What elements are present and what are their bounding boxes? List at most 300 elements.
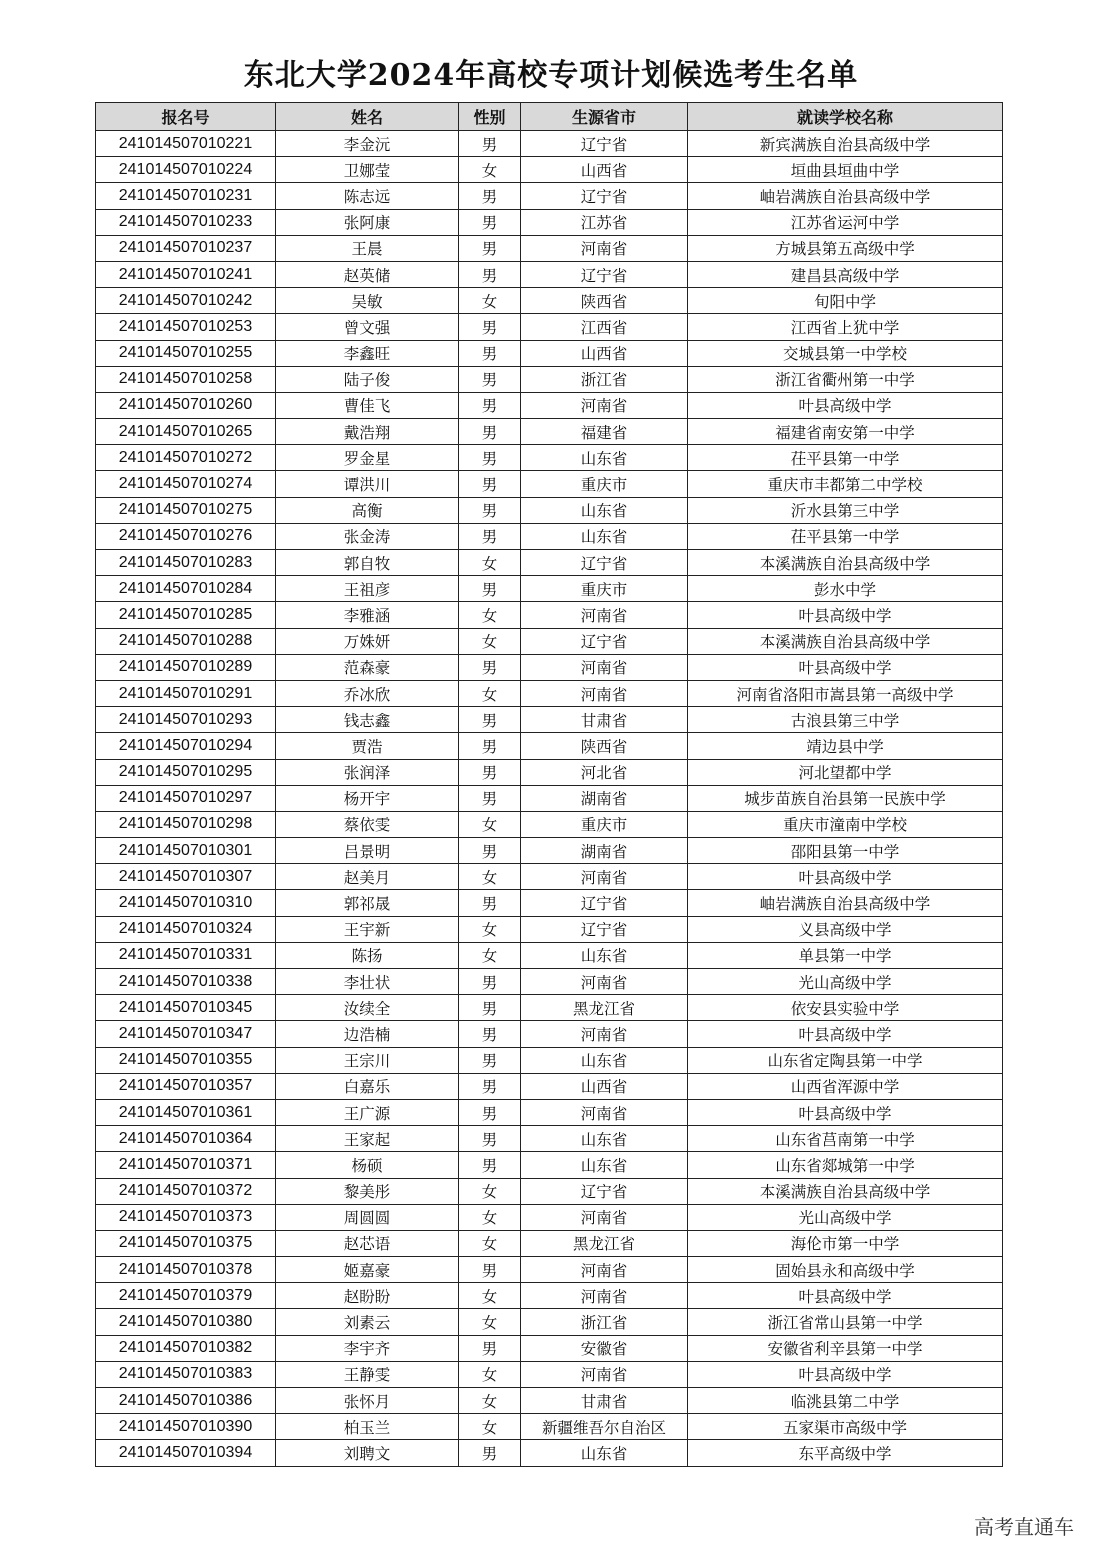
school-cell: 沂水县第三中学 xyxy=(688,497,1003,523)
school-cell: 重庆市潼南中学校 xyxy=(688,811,1003,837)
name-cell: 姬嘉豪 xyxy=(276,1257,459,1283)
registration-number-cell: 241014507010375 xyxy=(96,1230,276,1256)
table-row xyxy=(96,1335,1003,1361)
school-cell: 岫岩满族自治县高级中学 xyxy=(688,183,1003,209)
province-cell: 陕西省 xyxy=(521,288,688,314)
registration-number-cell: 241014507010394 xyxy=(96,1440,276,1466)
school-cell: 山西省浑源中学 xyxy=(688,1073,1003,1099)
gender-cell: 男 xyxy=(459,1257,521,1283)
name-cell: 卫娜莹 xyxy=(276,157,459,183)
province-cell: 山东省 xyxy=(521,497,688,523)
registration-number-cell: 241014507010237 xyxy=(96,235,276,261)
gender-cell: 女 xyxy=(459,680,521,706)
registration-number-cell: 241014507010233 xyxy=(96,209,276,235)
gender-cell: 男 xyxy=(459,785,521,811)
table-row xyxy=(96,916,1003,942)
name-cell: 刘聘文 xyxy=(276,1440,459,1466)
gender-cell: 女 xyxy=(459,157,521,183)
gender-cell: 男 xyxy=(459,366,521,392)
registration-number-cell: 241014507010255 xyxy=(96,340,276,366)
school-cell: 叶县高级中学 xyxy=(688,1283,1003,1309)
table-row xyxy=(96,471,1003,497)
table-row xyxy=(96,1309,1003,1335)
school-cell: 东平高级中学 xyxy=(688,1440,1003,1466)
gender-cell: 男 xyxy=(459,235,521,261)
gender-cell: 男 xyxy=(459,969,521,995)
table-row xyxy=(96,733,1003,759)
table-row xyxy=(96,969,1003,995)
province-cell: 河南省 xyxy=(521,864,688,890)
school-cell: 山东省定陶县第一中学 xyxy=(688,1047,1003,1073)
registration-number-cell: 241014507010331 xyxy=(96,942,276,968)
province-cell: 江苏省 xyxy=(521,209,688,235)
name-cell: 钱志鑫 xyxy=(276,707,459,733)
name-cell: 陆子俊 xyxy=(276,366,459,392)
registration-number-cell: 241014507010285 xyxy=(96,602,276,628)
province-cell: 山东省 xyxy=(521,523,688,549)
province-cell: 甘肃省 xyxy=(521,1388,688,1414)
name-cell: 乔冰欣 xyxy=(276,680,459,706)
school-cell: 临洮县第二中学 xyxy=(688,1388,1003,1414)
province-cell: 山东省 xyxy=(521,1126,688,1152)
province-cell: 河南省 xyxy=(521,602,688,628)
registration-number-cell: 241014507010310 xyxy=(96,890,276,916)
registration-number-cell: 241014507010291 xyxy=(96,680,276,706)
school-cell: 叶县高级中学 xyxy=(688,602,1003,628)
name-cell: 李金沅 xyxy=(276,131,459,157)
registration-number-cell: 241014507010253 xyxy=(96,314,276,340)
name-cell: 吕景明 xyxy=(276,838,459,864)
gender-cell: 男 xyxy=(459,183,521,209)
province-cell: 辽宁省 xyxy=(521,916,688,942)
registration-number-cell: 241014507010221 xyxy=(96,131,276,157)
header-gender: 性别 xyxy=(459,103,521,131)
table-row xyxy=(96,497,1003,523)
page-title: 东北大学2024年高校专项计划候选考生名单 xyxy=(243,58,859,93)
province-cell: 河南省 xyxy=(521,1021,688,1047)
gender-cell: 女 xyxy=(459,1204,521,1230)
registration-number-cell: 241014507010307 xyxy=(96,864,276,890)
province-cell: 山东省 xyxy=(521,942,688,968)
province-cell: 辽宁省 xyxy=(521,1178,688,1204)
registration-number-cell: 241014507010364 xyxy=(96,1126,276,1152)
school-cell: 本溪满族自治县高级中学 xyxy=(688,1178,1003,1204)
table-row xyxy=(96,864,1003,890)
table-row xyxy=(96,838,1003,864)
province-cell: 山西省 xyxy=(521,157,688,183)
gender-cell: 男 xyxy=(459,654,521,680)
school-cell: 山东省郯城第一中学 xyxy=(688,1152,1003,1178)
school-cell: 河南省洛阳市嵩县第一高级中学 xyxy=(688,680,1003,706)
gender-cell: 女 xyxy=(459,1230,521,1256)
table-row xyxy=(96,550,1003,576)
name-cell: 边浩楠 xyxy=(276,1021,459,1047)
name-cell: 陈扬 xyxy=(276,942,459,968)
school-cell: 单县第一中学 xyxy=(688,942,1003,968)
province-cell: 河南省 xyxy=(521,969,688,995)
province-cell: 山西省 xyxy=(521,1073,688,1099)
table-row xyxy=(96,1414,1003,1440)
name-cell: 李鑫旺 xyxy=(276,340,459,366)
table-row xyxy=(96,445,1003,471)
name-cell: 罗金星 xyxy=(276,445,459,471)
gender-cell: 男 xyxy=(459,209,521,235)
province-cell: 陕西省 xyxy=(521,733,688,759)
name-cell: 张润泽 xyxy=(276,759,459,785)
table-row xyxy=(96,576,1003,602)
name-cell: 李宇齐 xyxy=(276,1335,459,1361)
registration-number-cell: 241014507010298 xyxy=(96,811,276,837)
province-cell: 河南省 xyxy=(521,680,688,706)
name-cell: 赵英储 xyxy=(276,261,459,287)
registration-number-cell: 241014507010241 xyxy=(96,261,276,287)
gender-cell: 男 xyxy=(459,471,521,497)
province-cell: 山西省 xyxy=(521,340,688,366)
name-cell: 曹佳飞 xyxy=(276,392,459,418)
table-row xyxy=(96,1440,1003,1466)
registration-number-cell: 241014507010288 xyxy=(96,628,276,654)
registration-number-cell: 241014507010324 xyxy=(96,916,276,942)
table-row xyxy=(96,157,1003,183)
table-row xyxy=(96,995,1003,1021)
province-cell: 湖南省 xyxy=(521,838,688,864)
candidate-table xyxy=(95,102,1003,1467)
name-cell: 王宇新 xyxy=(276,916,459,942)
province-cell: 重庆市 xyxy=(521,471,688,497)
table-row xyxy=(96,759,1003,785)
table-row xyxy=(96,131,1003,157)
gender-cell: 男 xyxy=(459,131,521,157)
table-row xyxy=(96,654,1003,680)
name-cell: 张怀月 xyxy=(276,1388,459,1414)
name-cell: 王广源 xyxy=(276,1099,459,1125)
school-cell: 古浪县第三中学 xyxy=(688,707,1003,733)
name-cell: 王家起 xyxy=(276,1126,459,1152)
province-cell: 辽宁省 xyxy=(521,890,688,916)
province-cell: 浙江省 xyxy=(521,366,688,392)
gender-cell: 女 xyxy=(459,628,521,654)
table-row xyxy=(96,1178,1003,1204)
gender-cell: 女 xyxy=(459,864,521,890)
registration-number-cell: 241014507010355 xyxy=(96,1047,276,1073)
registration-number-cell: 241014507010260 xyxy=(96,392,276,418)
province-cell: 河南省 xyxy=(521,1283,688,1309)
province-cell: 山东省 xyxy=(521,445,688,471)
registration-number-cell: 241014507010338 xyxy=(96,969,276,995)
school-cell: 本溪满族自治县高级中学 xyxy=(688,628,1003,654)
name-cell: 赵芯语 xyxy=(276,1230,459,1256)
school-cell: 叶县高级中学 xyxy=(688,654,1003,680)
gender-cell: 女 xyxy=(459,1178,521,1204)
school-cell: 茌平县第一中学 xyxy=(688,523,1003,549)
school-cell: 固始县永和高级中学 xyxy=(688,1257,1003,1283)
name-cell: 郭祁晟 xyxy=(276,890,459,916)
table-row xyxy=(96,340,1003,366)
name-cell: 杨开宇 xyxy=(276,785,459,811)
table-row xyxy=(96,890,1003,916)
province-cell: 浙江省 xyxy=(521,1309,688,1335)
gender-cell: 男 xyxy=(459,838,521,864)
table-row xyxy=(96,235,1003,261)
gender-cell: 男 xyxy=(459,1099,521,1125)
name-cell: 王祖彦 xyxy=(276,576,459,602)
registration-number-cell: 241014507010357 xyxy=(96,1073,276,1099)
school-cell: 叶县高级中学 xyxy=(688,1099,1003,1125)
registration-number-cell: 241014507010378 xyxy=(96,1257,276,1283)
watermark-text: 高考直通车 xyxy=(974,1515,1074,1539)
registration-number-cell: 241014507010289 xyxy=(96,654,276,680)
gender-cell: 女 xyxy=(459,602,521,628)
gender-cell: 男 xyxy=(459,392,521,418)
school-cell: 浙江省衢州第一中学 xyxy=(688,366,1003,392)
school-cell: 靖边县中学 xyxy=(688,733,1003,759)
name-cell: 高衡 xyxy=(276,497,459,523)
province-cell: 黑龙江省 xyxy=(521,995,688,1021)
province-cell: 河南省 xyxy=(521,1257,688,1283)
table-row xyxy=(96,811,1003,837)
province-cell: 湖南省 xyxy=(521,785,688,811)
registration-number-cell: 241014507010272 xyxy=(96,445,276,471)
table-row xyxy=(96,1204,1003,1230)
school-cell: 交城县第一中学校 xyxy=(688,340,1003,366)
table-row xyxy=(96,785,1003,811)
name-cell: 李雅涵 xyxy=(276,602,459,628)
school-cell: 本溪满族自治县高级中学 xyxy=(688,550,1003,576)
name-cell: 蔡依雯 xyxy=(276,811,459,837)
name-cell: 谭洪川 xyxy=(276,471,459,497)
school-cell: 岫岩满族自治县高级中学 xyxy=(688,890,1003,916)
province-cell: 辽宁省 xyxy=(521,550,688,576)
registration-number-cell: 241014507010361 xyxy=(96,1099,276,1125)
table-row xyxy=(96,366,1003,392)
gender-cell: 女 xyxy=(459,916,521,942)
school-cell: 河北望都中学 xyxy=(688,759,1003,785)
gender-cell: 女 xyxy=(459,1283,521,1309)
registration-number-cell: 241014507010297 xyxy=(96,785,276,811)
registration-number-cell: 241014507010371 xyxy=(96,1152,276,1178)
province-cell: 山东省 xyxy=(521,1047,688,1073)
table-row xyxy=(96,1283,1003,1309)
table-row xyxy=(96,1361,1003,1387)
province-cell: 河南省 xyxy=(521,1204,688,1230)
province-cell: 辽宁省 xyxy=(521,183,688,209)
registration-number-cell: 241014507010345 xyxy=(96,995,276,1021)
province-cell: 河南省 xyxy=(521,392,688,418)
name-cell: 赵盼盼 xyxy=(276,1283,459,1309)
registration-number-cell: 241014507010379 xyxy=(96,1283,276,1309)
registration-number-cell: 241014507010382 xyxy=(96,1335,276,1361)
gender-cell: 男 xyxy=(459,1047,521,1073)
registration-number-cell: 241014507010265 xyxy=(96,419,276,445)
table-row xyxy=(96,707,1003,733)
table-row xyxy=(96,942,1003,968)
name-cell: 万姝妍 xyxy=(276,628,459,654)
gender-cell: 女 xyxy=(459,550,521,576)
school-cell: 旬阳中学 xyxy=(688,288,1003,314)
gender-cell: 男 xyxy=(459,707,521,733)
registration-number-cell: 241014507010372 xyxy=(96,1178,276,1204)
gender-cell: 男 xyxy=(459,1126,521,1152)
school-cell: 五家渠市高级中学 xyxy=(688,1414,1003,1440)
registration-number-cell: 241014507010231 xyxy=(96,183,276,209)
name-cell: 戴浩翔 xyxy=(276,419,459,445)
registration-number-cell: 241014507010390 xyxy=(96,1414,276,1440)
school-cell: 茌平县第一中学 xyxy=(688,445,1003,471)
registration-number-cell: 241014507010373 xyxy=(96,1204,276,1230)
table-row xyxy=(96,628,1003,654)
province-cell: 黑龙江省 xyxy=(521,1230,688,1256)
table-row xyxy=(96,1047,1003,1073)
registration-number-cell: 241014507010258 xyxy=(96,366,276,392)
province-cell: 山东省 xyxy=(521,1440,688,1466)
school-cell: 江苏省运河中学 xyxy=(688,209,1003,235)
gender-cell: 男 xyxy=(459,1073,521,1099)
gender-cell: 男 xyxy=(459,445,521,471)
name-cell: 汝续全 xyxy=(276,995,459,1021)
gender-cell: 女 xyxy=(459,1361,521,1387)
gender-cell: 女 xyxy=(459,942,521,968)
province-cell: 辽宁省 xyxy=(521,261,688,287)
gender-cell: 男 xyxy=(459,1440,521,1466)
name-cell: 柏玉兰 xyxy=(276,1414,459,1440)
school-cell: 光山高级中学 xyxy=(688,1204,1003,1230)
school-cell: 安徽省利辛县第一中学 xyxy=(688,1335,1003,1361)
table-row xyxy=(96,1073,1003,1099)
school-cell: 重庆市丰都第二中学校 xyxy=(688,471,1003,497)
name-cell: 黎美彤 xyxy=(276,1178,459,1204)
header-province: 生源省市 xyxy=(521,103,688,131)
registration-number-cell: 241014507010275 xyxy=(96,497,276,523)
gender-cell: 男 xyxy=(459,1152,521,1178)
school-cell: 邵阳县第一中学 xyxy=(688,838,1003,864)
school-cell: 建昌县高级中学 xyxy=(688,261,1003,287)
table-row xyxy=(96,1152,1003,1178)
province-cell: 重庆市 xyxy=(521,576,688,602)
name-cell: 陈志远 xyxy=(276,183,459,209)
school-cell: 叶县高级中学 xyxy=(688,1021,1003,1047)
registration-number-cell: 241014507010274 xyxy=(96,471,276,497)
school-cell: 叶县高级中学 xyxy=(688,864,1003,890)
registration-number-cell: 241014507010301 xyxy=(96,838,276,864)
table-row xyxy=(96,419,1003,445)
school-cell: 新宾满族自治县高级中学 xyxy=(688,131,1003,157)
school-cell: 海伦市第一中学 xyxy=(688,1230,1003,1256)
province-cell: 山东省 xyxy=(521,1152,688,1178)
school-cell: 义县高级中学 xyxy=(688,916,1003,942)
province-cell: 新疆维吾尔自治区 xyxy=(521,1414,688,1440)
table-body xyxy=(96,131,1003,1467)
table-row xyxy=(96,314,1003,340)
gender-cell: 男 xyxy=(459,314,521,340)
province-cell: 河北省 xyxy=(521,759,688,785)
registration-number-cell: 241014507010276 xyxy=(96,523,276,549)
name-cell: 范森豪 xyxy=(276,654,459,680)
province-cell: 河南省 xyxy=(521,1361,688,1387)
gender-cell: 男 xyxy=(459,497,521,523)
gender-cell: 女 xyxy=(459,1309,521,1335)
name-cell: 李壮状 xyxy=(276,969,459,995)
table-row xyxy=(96,1099,1003,1125)
registration-number-cell: 241014507010284 xyxy=(96,576,276,602)
table-row xyxy=(96,261,1003,287)
table-row xyxy=(96,183,1003,209)
province-cell: 辽宁省 xyxy=(521,131,688,157)
school-cell: 光山高级中学 xyxy=(688,969,1003,995)
header-registration-number: 报名号 xyxy=(96,103,276,131)
registration-number-cell: 241014507010283 xyxy=(96,550,276,576)
school-cell: 方城县第五高级中学 xyxy=(688,235,1003,261)
name-cell: 吴敏 xyxy=(276,288,459,314)
table-row xyxy=(96,1230,1003,1256)
gender-cell: 男 xyxy=(459,733,521,759)
gender-cell: 女 xyxy=(459,811,521,837)
school-cell: 彭水中学 xyxy=(688,576,1003,602)
province-cell: 重庆市 xyxy=(521,811,688,837)
gender-cell: 男 xyxy=(459,1021,521,1047)
name-cell: 王晨 xyxy=(276,235,459,261)
gender-cell: 女 xyxy=(459,1388,521,1414)
table-row xyxy=(96,602,1003,628)
name-cell: 赵美月 xyxy=(276,864,459,890)
registration-number-cell: 241014507010293 xyxy=(96,707,276,733)
gender-cell: 男 xyxy=(459,261,521,287)
registration-number-cell: 241014507010242 xyxy=(96,288,276,314)
registration-number-cell: 241014507010294 xyxy=(96,733,276,759)
name-cell: 白嘉乐 xyxy=(276,1073,459,1099)
province-cell: 甘肃省 xyxy=(521,707,688,733)
school-cell: 叶县高级中学 xyxy=(688,392,1003,418)
province-cell: 河南省 xyxy=(521,1099,688,1125)
gender-cell: 男 xyxy=(459,419,521,445)
name-cell: 贾浩 xyxy=(276,733,459,759)
table-row xyxy=(96,680,1003,706)
registration-number-cell: 241014507010383 xyxy=(96,1361,276,1387)
table-row xyxy=(96,209,1003,235)
school-cell: 城步苗族自治县第一民族中学 xyxy=(688,785,1003,811)
gender-cell: 男 xyxy=(459,576,521,602)
name-cell: 曾文强 xyxy=(276,314,459,340)
registration-number-cell: 241014507010347 xyxy=(96,1021,276,1047)
table-row xyxy=(96,1257,1003,1283)
province-cell: 江西省 xyxy=(521,314,688,340)
province-cell: 辽宁省 xyxy=(521,628,688,654)
province-cell: 福建省 xyxy=(521,419,688,445)
name-cell: 杨硕 xyxy=(276,1152,459,1178)
gender-cell: 男 xyxy=(459,890,521,916)
registration-number-cell: 241014507010224 xyxy=(96,157,276,183)
gender-cell: 男 xyxy=(459,340,521,366)
gender-cell: 男 xyxy=(459,995,521,1021)
header-school: 就读学校名称 xyxy=(688,103,1003,131)
school-cell: 叶县高级中学 xyxy=(688,1361,1003,1387)
name-cell: 张金涛 xyxy=(276,523,459,549)
province-cell: 河南省 xyxy=(521,235,688,261)
table-row xyxy=(96,288,1003,314)
gender-cell: 男 xyxy=(459,523,521,549)
registration-number-cell: 241014507010386 xyxy=(96,1388,276,1414)
province-cell: 河南省 xyxy=(521,654,688,680)
header-name: 姓名 xyxy=(276,103,459,131)
name-cell: 王静雯 xyxy=(276,1361,459,1387)
table-row xyxy=(96,392,1003,418)
name-cell: 刘素云 xyxy=(276,1309,459,1335)
registration-number-cell: 241014507010380 xyxy=(96,1309,276,1335)
school-cell: 福建省南安第一中学 xyxy=(688,419,1003,445)
name-cell: 张阿康 xyxy=(276,209,459,235)
school-cell: 浙江省常山县第一中学 xyxy=(688,1309,1003,1335)
province-cell: 安徽省 xyxy=(521,1335,688,1361)
registration-number-cell: 241014507010295 xyxy=(96,759,276,785)
